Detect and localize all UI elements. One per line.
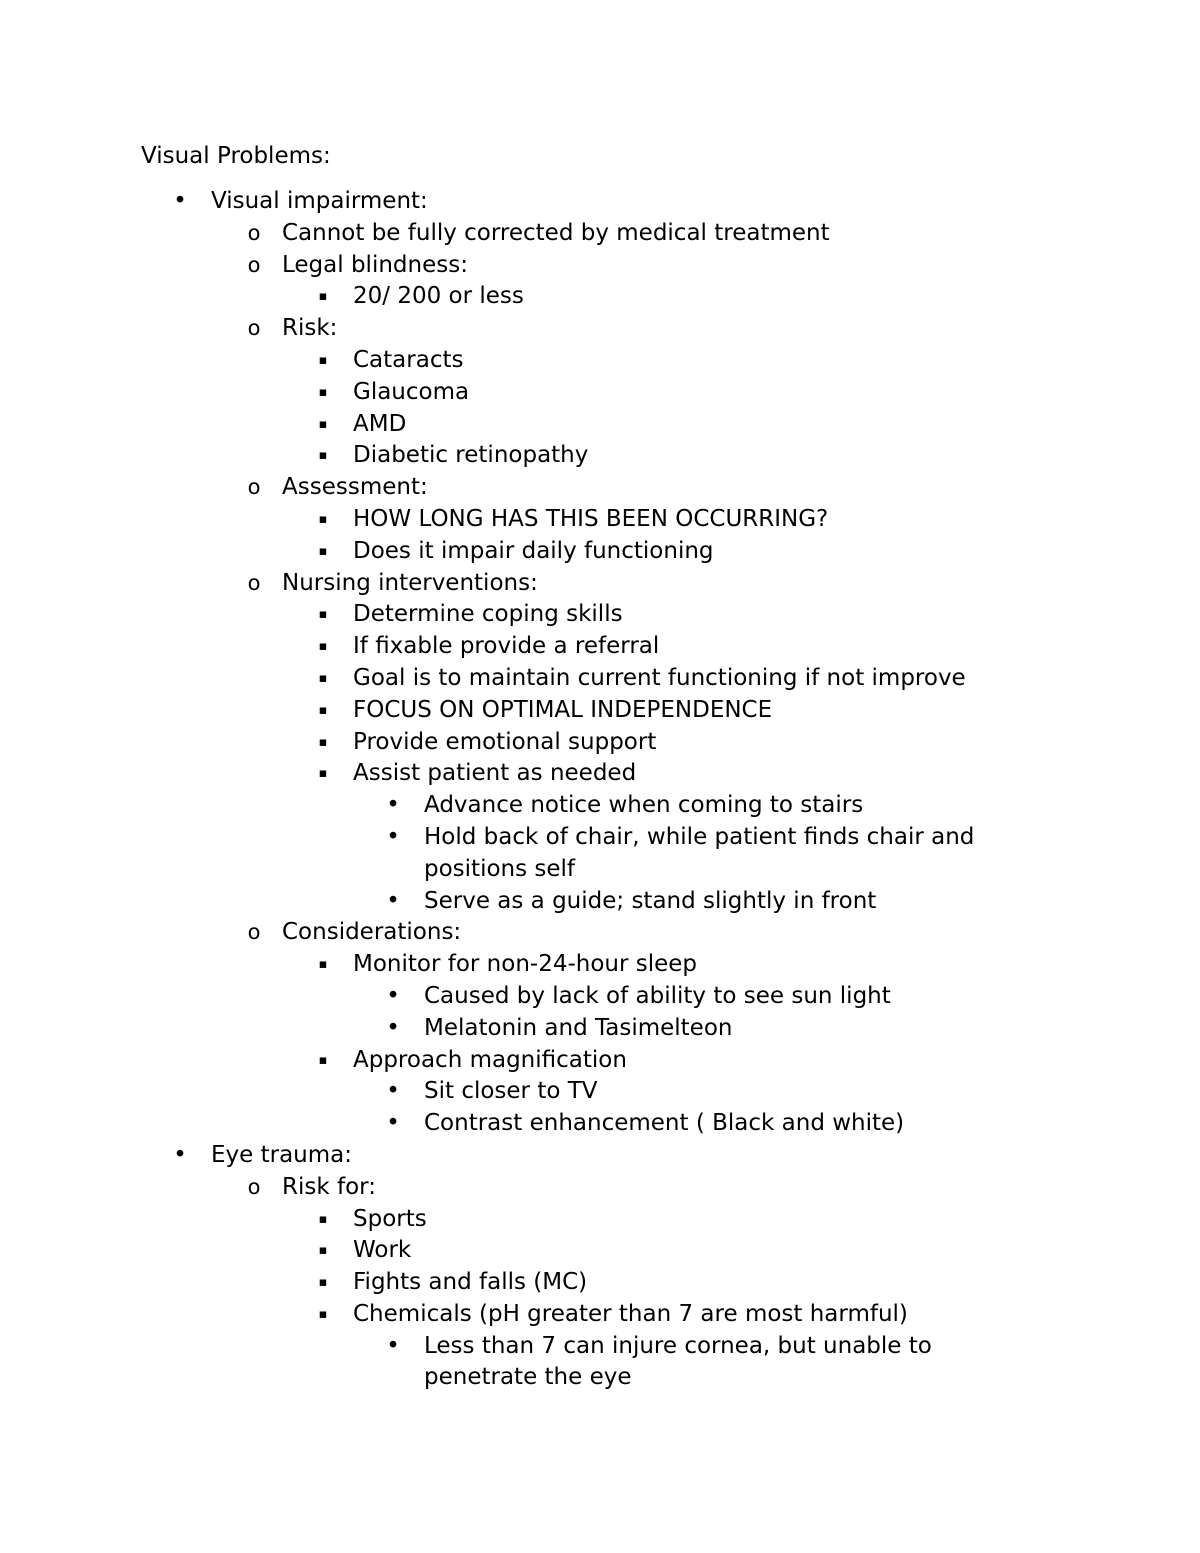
list-item-text: AMD (353, 410, 407, 437)
list-item-text: Caused by lack of ability to see sun light (424, 982, 891, 1009)
bullet-icon: • (386, 1014, 400, 1041)
bullet-icon: o (247, 920, 261, 945)
list-item-text: Monitor for non-24-hour sleep (353, 951, 698, 978)
list-item-text: Serve as a guide; stand slightly in front (424, 887, 877, 914)
list-item-text: Assessment: (282, 474, 428, 501)
list-item-text: Fights and falls (MC) (353, 1269, 588, 1296)
list-item-text: Risk: (282, 315, 338, 342)
list-item-text: Chemicals (pH greater than 7 are most harmful) (353, 1300, 908, 1327)
list-item-text: Advance notice when coming to stairs (424, 792, 864, 819)
list-item-text: Legal blindness: (282, 251, 468, 278)
bullet-icon: ▪ (318, 352, 328, 368)
list-item-text: HOW LONG HAS THIS BEEN OCCURRING? (353, 505, 829, 532)
list-item-text: Does it impair daily functioning (353, 537, 714, 564)
bullet-icon: ▪ (318, 639, 328, 655)
list-item-text: Approach magnification (353, 1046, 627, 1073)
bullet-icon: ▪ (318, 766, 328, 782)
bullet-icon: ▪ (318, 1306, 328, 1322)
bullet-icon: o (247, 475, 261, 500)
list-item-text: Less than 7 can injure cornea, but unable to (424, 1332, 932, 1359)
bullet-icon: ▪ (318, 511, 328, 527)
bullet-icon: • (173, 188, 187, 214)
bullet-icon: ▪ (318, 957, 328, 973)
list-item-text: If fixable provide a referral (353, 633, 660, 660)
bullet-icon: • (386, 823, 400, 850)
list-item-text: Nursing interventions: (282, 569, 538, 596)
bullet-icon: o (247, 252, 261, 277)
bullet-icon: • (386, 792, 400, 819)
list-item-text: 20/ 200 or less (353, 283, 524, 310)
list-item-text: Determine coping skills (353, 601, 623, 628)
list-item-text: Glaucoma (353, 378, 470, 405)
bullet-icon: o (247, 570, 261, 595)
bullet-icon: ▪ (318, 1211, 328, 1227)
bullet-icon: ▪ (318, 1052, 328, 1068)
list-item-text: Cannot be fully corrected by medical treatment (282, 219, 830, 246)
bullet-icon: ▪ (318, 384, 328, 400)
list-item-text: Contrast enhancement ( Black and white) (424, 1110, 905, 1137)
bullet-icon: ▪ (318, 289, 328, 305)
bullet-icon: • (173, 1141, 187, 1168)
bullet-icon: ▪ (318, 607, 328, 623)
bullet-icon: ▪ (318, 543, 328, 559)
bullet-icon: • (386, 1332, 400, 1359)
bullet-icon: ▪ (318, 734, 328, 750)
page-title: Visual Problems: (141, 143, 331, 169)
list-item-text: Risk for: (282, 1173, 376, 1200)
list-item-text: Eye trauma: (211, 1141, 352, 1168)
list-item-text: Goal is to maintain current functioning if not improve (353, 664, 966, 691)
list-item-text: Hold back of chair, while patient finds chair and (424, 823, 975, 850)
bullet-icon: ▪ (318, 1275, 328, 1291)
list-item-text: Provide emotional support (353, 728, 657, 755)
list-item-text: Cataracts (353, 346, 464, 373)
list-item-text: Considerations: (282, 919, 462, 946)
list-item-text: Sit closer to TV (424, 1078, 598, 1105)
bullet-icon: o (247, 1174, 261, 1199)
bullet-icon: ▪ (318, 416, 328, 432)
list-item-text: Work (353, 1237, 412, 1264)
bullet-icon: ▪ (318, 448, 328, 464)
bullet-icon: ▪ (318, 670, 328, 686)
list-item-text: Melatonin and Tasimelteon (424, 1014, 733, 1041)
bullet-icon: • (386, 1110, 400, 1137)
list-item-text: positions self (424, 855, 576, 882)
list-item-text: Assist patient as needed (353, 760, 637, 787)
bullet-icon: o (247, 220, 261, 245)
bullet-icon: ▪ (318, 702, 328, 718)
bullet-icon: • (386, 887, 400, 914)
bullet-icon: o (247, 316, 261, 341)
bullet-icon: • (386, 982, 400, 1009)
list-item-text: Diabetic retinopathy (353, 442, 589, 469)
list-item-text: FOCUS ON OPTIMAL INDEPENDENCE (353, 696, 773, 723)
list-item-text: Visual impairment: (211, 188, 428, 214)
list-item-text: penetrate the eye (424, 1364, 632, 1391)
bullet-icon: ▪ (318, 1243, 328, 1259)
bullet-icon: • (386, 1078, 400, 1105)
list-item-text: Sports (353, 1205, 427, 1232)
